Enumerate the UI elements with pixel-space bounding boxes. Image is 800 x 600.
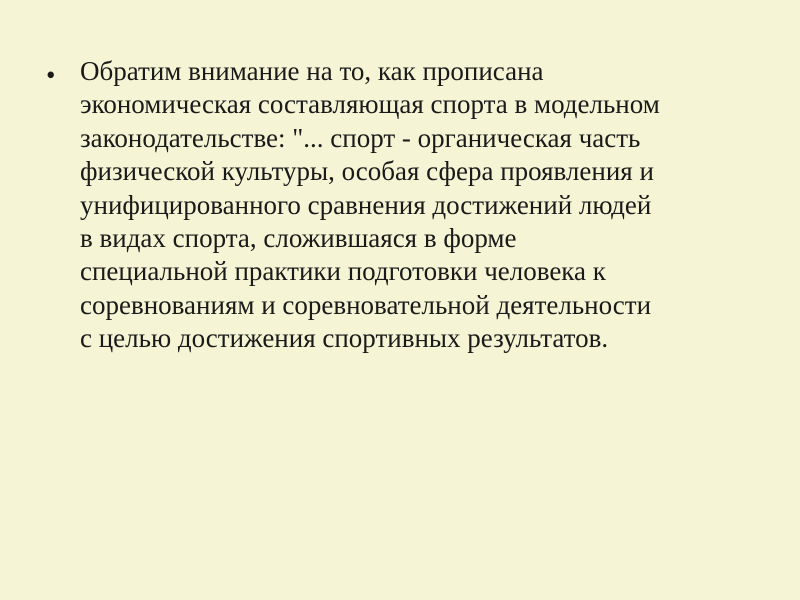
text-line-3: законодательстве: "... спорт - органическая часть (80, 122, 641, 153)
text-line-2: экономическая составляющая спорта в модельном (80, 89, 660, 120)
text-line-5: унифицированного сравнения достижений людей (80, 189, 652, 220)
text-line-4: физической культуры, особая сфера проявления и (80, 156, 654, 187)
text-line-7: специальной практики подготовки человека к (80, 256, 606, 287)
text-line-9: с целью достижения спортивных результатов. (80, 323, 609, 354)
bullet-marker: • (46, 60, 56, 90)
text-line-1: Обратим внимание на то, как прописана (80, 56, 544, 86)
text-line-8: соревнованиям и соревновательной деятельности (80, 289, 652, 320)
bullet-text (80, 55, 760, 356)
text-line-6: в видах спорта, сложившаяся в форме (80, 223, 517, 254)
